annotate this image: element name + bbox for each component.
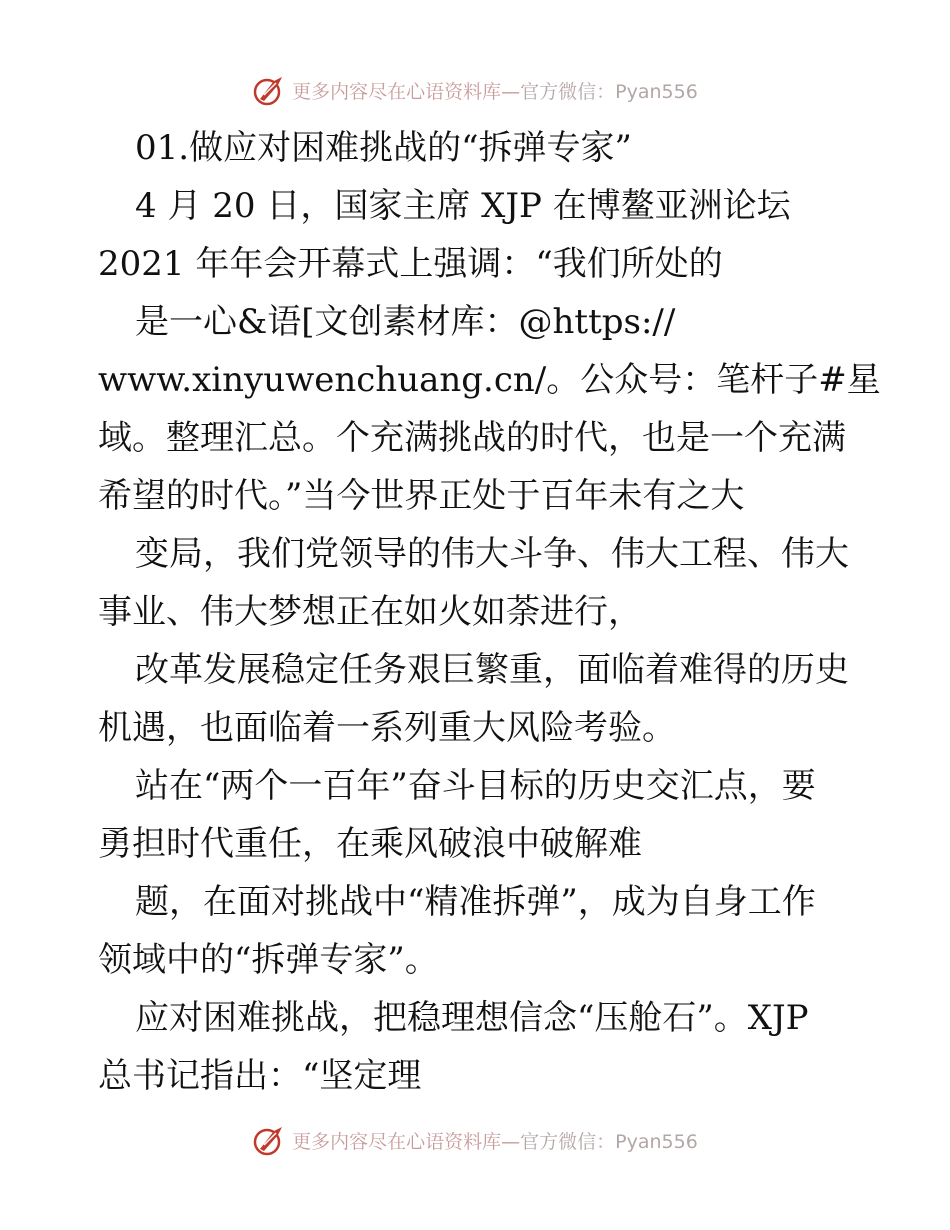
paragraph-line: 事业、伟大梦想正在如火如荼进行，	[98, 592, 642, 632]
watermark-text: 更多内容尽在心语资料库—官方微信：Pyan556	[292, 80, 698, 103]
paragraph-line: 变局，我们党领导的伟大斗争、伟大工程、伟大	[135, 534, 849, 574]
paragraph-line: 4 月 20 日，国家主席 XJP 在博鳌亚洲论坛	[135, 186, 791, 226]
paragraph-line: 2021 年年会开幕式上强调：“我们所处的	[98, 244, 723, 284]
paragraph-line: 站在“两个一百年”奋斗目标的历史交汇点，要	[135, 766, 816, 806]
paragraph-line: 领域中的“拆弹专家”。	[98, 940, 439, 980]
paragraph-line: 希望的时代。”当今世界正处于百年未有之大	[98, 476, 745, 516]
paragraph-line: 改革发展稳定任务艰巨繁重，面临着难得的历史	[135, 650, 849, 690]
paragraph-line: 域。整理汇总。个充满挑战的时代，也是一个充满	[98, 418, 846, 458]
paragraph-line: www.xinyuwenchuang.cn/。公众号：笔杆子#星	[98, 360, 881, 400]
watermark-text: 更多内容尽在心语资料库—官方微信：Pyan556	[292, 1130, 698, 1153]
paragraph-line: 勇担时代重任，在乘风破浪中破解难	[98, 824, 642, 864]
paragraph-line: 应对困难挑战，把稳理想信念“压舱石”。XJP	[135, 998, 809, 1038]
paragraph-line: 总书记指出：“坚定理	[98, 1056, 422, 1096]
paragraph-line: 题，在面对挑战中“精准拆弹”，成为自身工作	[135, 882, 816, 922]
quill-logo-icon	[252, 1123, 286, 1157]
paragraph-line: 机遇，也面临着一系列重大风险考验。	[98, 708, 676, 748]
footer-watermark	[0, 1120, 950, 1160]
paragraph-line: 是一心&语[文创素材库：@https://	[135, 302, 676, 342]
heading-line: 01.做应对困难挑战的“拆弹专家”	[135, 128, 632, 168]
